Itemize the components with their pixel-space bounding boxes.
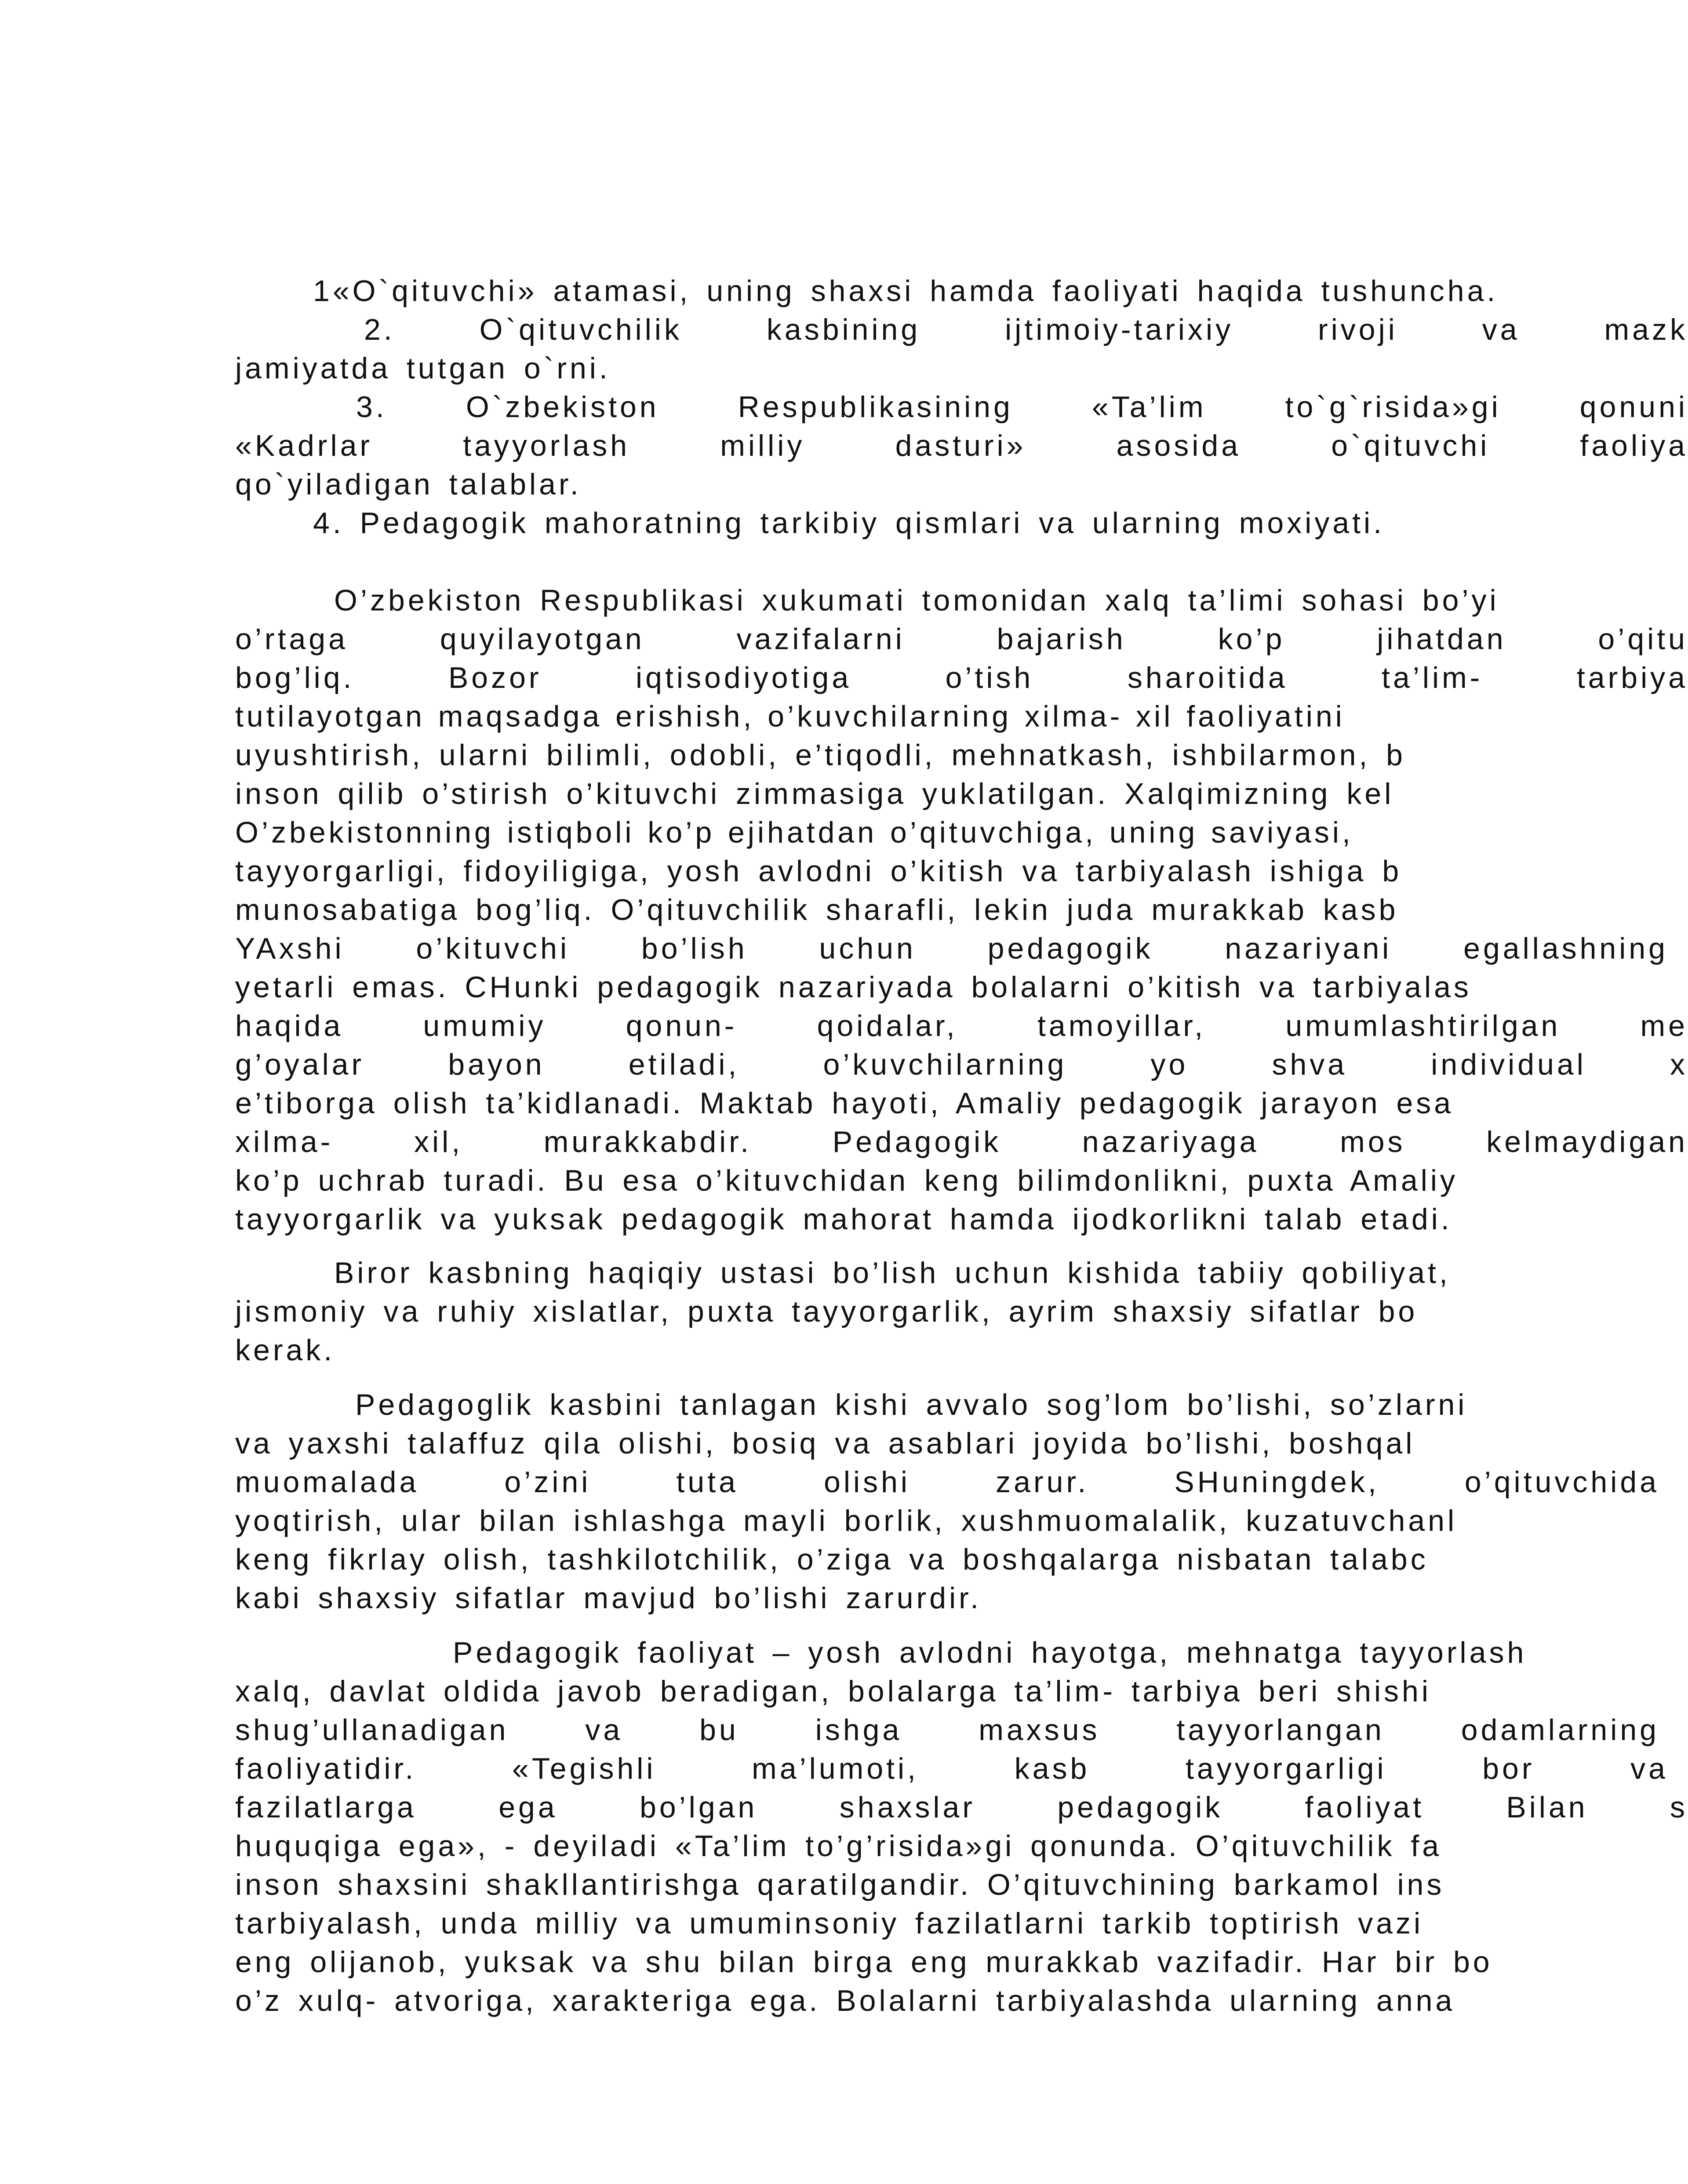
outline-item-3-cont-2: qo`yiladigan talablar. — [235, 468, 582, 501]
text-line: O’zbekistonning istiqboli ko’p ejihatdan o’qituvchiga, uning saviyasi, — [235, 816, 1353, 849]
text-line: O’zbekiston Respublikasi xukumati tomonidan xalq ta’limi sohasi bo’yi — [334, 584, 1499, 617]
outline-item-2-cont: jamiyatda tutgan o`rni. — [235, 352, 611, 385]
outline-item-3: 3. O`zbekiston Respublikasining «Ta’lim to`g`risida»gi qonuni — [356, 390, 1688, 424]
outline-item-3-cont-1: «Kadrlar tayyorlash milliy dasturi» asosida o`qituvchi faoliya — [235, 429, 1688, 462]
text-line: inson qilib o’stirish o’kituvchi zimmasiga yuklatilgan. Xalqimizning kel — [235, 777, 1394, 810]
text-line: Biror kasbning haqiqiy ustasi bo’lish uchun kishida tabiiy qobiliyat, — [334, 1256, 1451, 1290]
text-line: shug’ullanadigan va bu ishga maxsus tayyorlangan odamlarning — [235, 1713, 1659, 1747]
text-line: YAxshi o’kituvchi bo’lish uchun pedagogik nazariyani egallashning — [235, 932, 1668, 965]
outline-item-2: 2. O`qituvchilik kasbining ijtimoiy-tarixiy rivoji va mazk — [364, 313, 1688, 346]
text-line: Pedagoglik kasbini tanlagan kishi avvalo sog’lom bo’lishi, so’zlarni — [355, 1388, 1468, 1421]
text-line: kabi shaxsiy sifatlar mavjud bo’lishi zarurdir. — [235, 1581, 982, 1615]
text-line: bog’liq. Bozor iqtisodiyotiga o’tish sharoitida ta’lim- tarbiya — [235, 661, 1688, 694]
text-line: muomalada o’zini tuta olishi zarur. SHuningdek, o’qituvchida — [235, 1465, 1659, 1499]
text-line: jismoniy va ruhiy xislatlar, puxta tayyorgarlik, ayrim shaxsiy sifatlar bo — [235, 1295, 1418, 1328]
text-line: munosabatiga bog’liq. O’qituvchilik sharafli, lekin juda murakkab kasb — [235, 893, 1399, 927]
text-line: tayyorgarligi, fidoyiligiga, yosh avlodni o’kitish va tarbiyalash ishiga b — [235, 854, 1402, 888]
text-line: ko’p uchrab turadi. Bu esa o’kituvchidan keng bilimdonlikni, puxta Amaliy — [235, 1164, 1458, 1197]
text-line: xilma- xil, murakkabdir. Pedagogik nazariyaga mos kelmaydigan — [235, 1125, 1688, 1159]
text-line: tarbiyalash, unda milliy va umuminsoniy fazilatlarni tarkib toptirish vazi — [235, 1907, 1424, 1940]
text-line: Pedagogik faoliyat – yosh avlodni hayotga, mehnatga tayyorlash — [453, 1636, 1527, 1669]
text-line: e’tiborga olish ta’kidlanadi. Maktab hayoti, Amaliy pedagogik jarayon esa — [235, 1087, 1454, 1120]
text-line: tayyorgarlik va yuksak pedagogik mahorat hamda ijodkorlikni talab etadi. — [235, 1203, 1452, 1236]
text-line: fazilatlarga ega bo’lgan shaxslar pedagogik faoliyat Bilan s — [235, 1791, 1688, 1824]
text-line: inson shaxsini shakllantirishga qaratilgandir. O’qituvchining barkamol ins — [235, 1868, 1445, 1901]
text-line: faoliyatidir. «Tegishli ma’lumoti, kasb tayyorgarligi bor va — [235, 1752, 1668, 1785]
text-line: g’oyalar bayon etiladi, o’kuvchilarning yo shva individual x — [235, 1048, 1688, 1081]
text-line: yetarli emas. CHunki pedagogik nazariyada bolalarni o’kitish va tarbiyalas — [235, 970, 1472, 1004]
text-line: xalq, davlat oldida javob beradigan, bolalarga ta’lim- tarbiya beri shishi — [235, 1675, 1431, 1708]
text-line: va yaxshi talaffuz qila olishi, bosiq va asablari joyida bo’lishi, boshqal — [235, 1427, 1415, 1460]
outline-item-4: 4. Pedagogik mahoratning tarkibiy qismlari va ularning moxiyati. — [313, 506, 1385, 540]
text-line: o’rtaga quyilayotgan vazifalarni bajarish ko’p jihatdan o’qitu — [235, 622, 1688, 656]
text-line: uyushtirish, ularni bilimli, odobli, e’tiqodli, mehnatkash, ishbilarmon, b — [235, 738, 1406, 772]
text-line: kerak. — [235, 1334, 335, 1367]
text-line: haqida umumiy qonun- qoidalar, tamoyillar, umumlashtirilgan me — [235, 1009, 1688, 1043]
text-line: tutilayotgan maqsadga erishish, o’kuvchilarning xilma- xil faoliyatini — [235, 700, 1345, 733]
text-line: keng fikrlay olish, tashkilotchilik, o’ziga va boshqalarga nisbatan talabc — [235, 1543, 1429, 1576]
outline-item-1: 1«O`qituvchi» atamasi, uning shaxsi hamda faoliyati haqida tushuncha. — [313, 274, 1499, 308]
text-line: yoqtirish, ular bilan ishlashga mayli borlik, xushmuomalalik, kuzatuvchanl — [235, 1504, 1458, 1537]
text-line: o’z xulq- atvoriga, xarakteriga ega. Bolalarni tarbiyalashda ularning anna — [235, 1984, 1455, 2017]
text-line: eng olijanob, yuksak va shu bilan birga eng murakkab vazifadir. Har bir bo — [235, 1945, 1493, 1979]
text-line: huquqiga ega», - deyiladi «Ta’lim to’g’risida»gi qonunda. O’qituvchilik fa — [235, 1829, 1442, 1863]
